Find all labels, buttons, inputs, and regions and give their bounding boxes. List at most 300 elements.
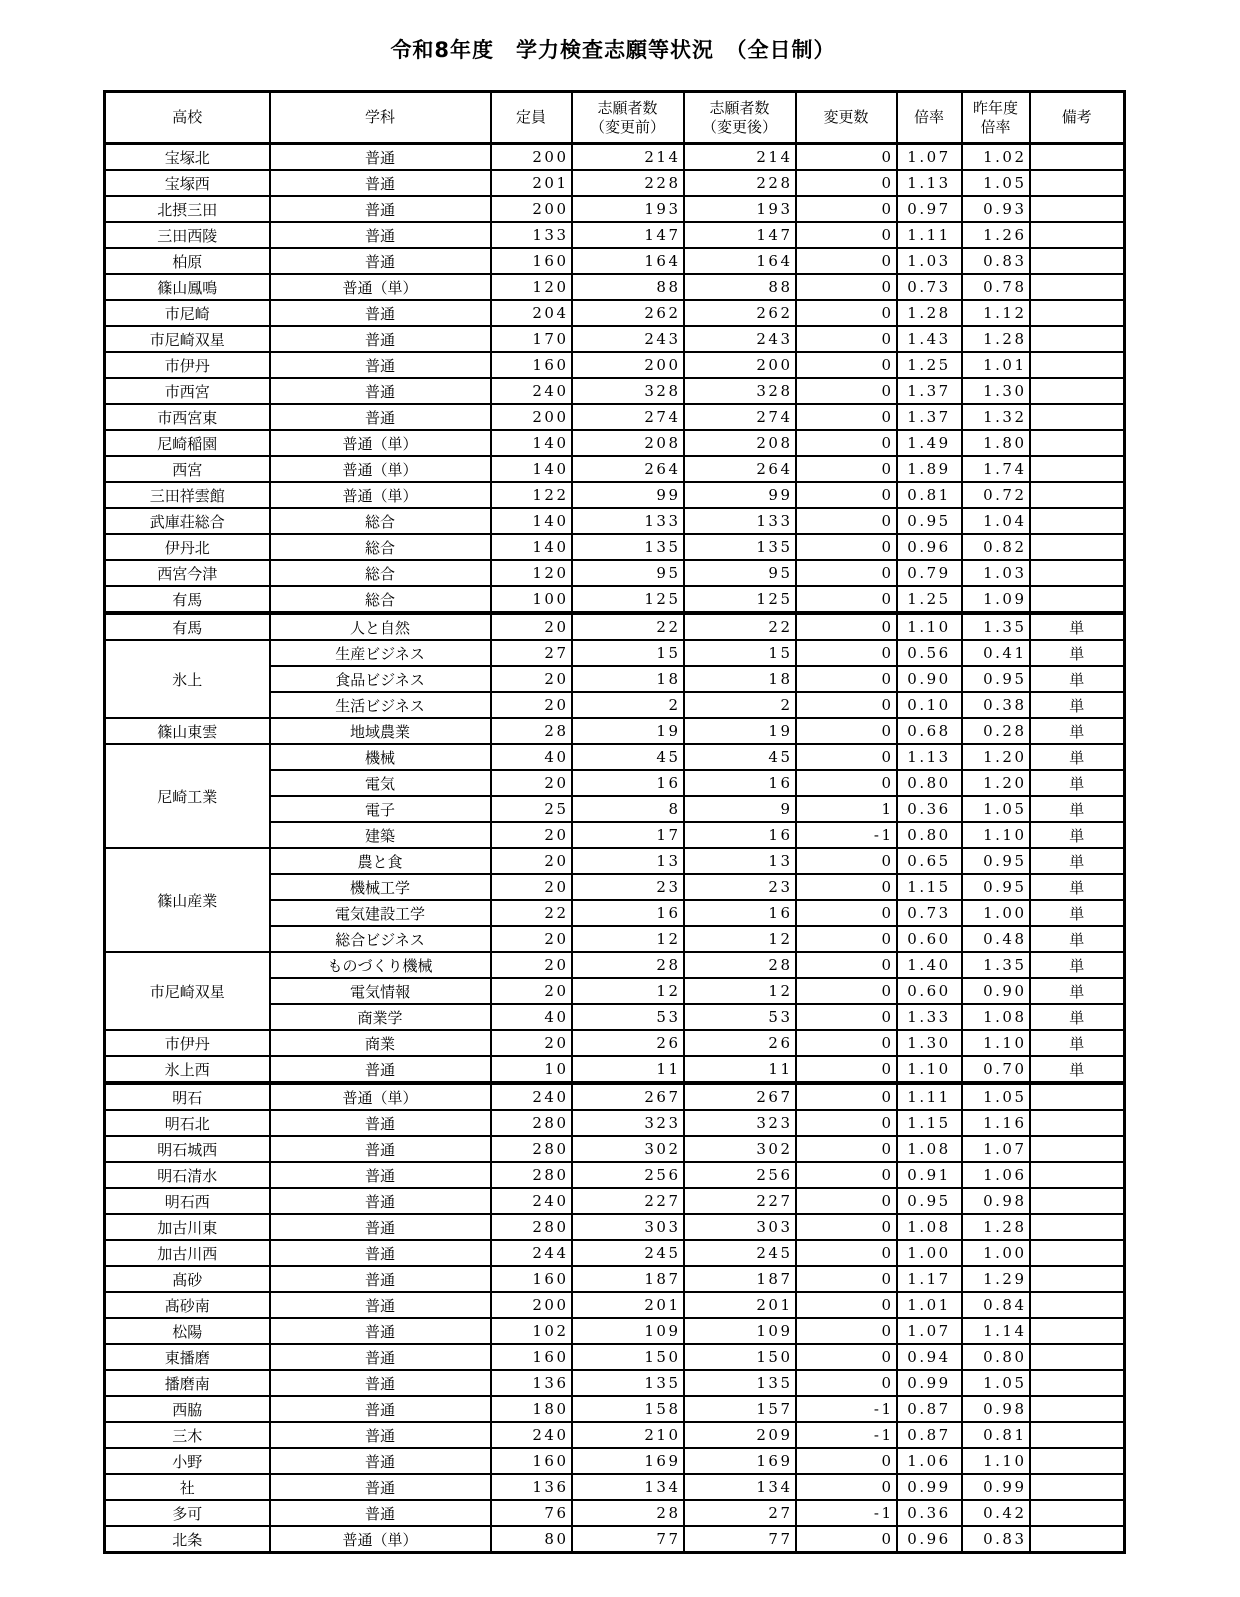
header-applicants-after <box>684 92 796 144</box>
prev-ratio-cell: 1.02 <box>962 144 1030 171</box>
applicants-before-cell: 210 <box>572 1422 684 1448</box>
table-row <box>105 640 1125 666</box>
school-cell: 社 <box>105 1474 270 1500</box>
applicants-before-cell: 228 <box>572 170 684 196</box>
applicants-after-cell: 303 <box>684 1214 796 1240</box>
school-cell: 市尼崎双星 <box>105 326 270 352</box>
applicants-after-cell: 227 <box>684 1188 796 1214</box>
header-applicants-after-line2: （変更後） <box>701 117 777 136</box>
department-cell: 普通（単） <box>270 1083 491 1110</box>
capacity-cell: 20 <box>491 874 572 900</box>
department-cell: 普通（単） <box>270 274 491 300</box>
department-cell: 普通 <box>270 1056 491 1083</box>
ratio-cell: 0.73 <box>897 274 962 300</box>
ratio-cell: 1.89 <box>897 456 962 482</box>
ratio-cell: 1.37 <box>897 378 962 404</box>
remarks-cell <box>1030 144 1125 171</box>
applicants-before-cell: 2 <box>572 692 684 718</box>
change-cell: 0 <box>796 508 897 534</box>
prev-ratio-cell: 0.95 <box>962 874 1030 900</box>
capacity-cell: 140 <box>491 534 572 560</box>
page-title: 令和8年度 学力検査志願等状況 （全日制） <box>390 38 836 62</box>
applicants-after-cell: 22 <box>684 613 796 640</box>
ratio-cell: 1.03 <box>897 248 962 274</box>
applicants-before-cell: 28 <box>572 1500 684 1526</box>
remarks-cell: 単 <box>1030 718 1125 744</box>
remarks-cell: 単 <box>1030 744 1125 770</box>
prev-ratio-cell: 1.28 <box>962 326 1030 352</box>
school-cell: 氷上 <box>105 640 270 718</box>
change-cell: 0 <box>796 586 897 613</box>
remarks-cell <box>1030 1162 1125 1188</box>
applicants-before-cell: 19 <box>572 718 684 744</box>
applicants-before-cell: 208 <box>572 430 684 456</box>
capacity-cell: 140 <box>491 456 572 482</box>
change-cell: 0 <box>796 430 897 456</box>
applicants-before-cell: 201 <box>572 1292 684 1318</box>
applicants-before-cell: 303 <box>572 1214 684 1240</box>
department-cell: 普通 <box>270 300 491 326</box>
table-row <box>105 1214 1125 1240</box>
department-cell: 普通 <box>270 144 491 171</box>
change-cell: 0 <box>796 456 897 482</box>
remarks-cell <box>1030 1318 1125 1344</box>
applicants-before-cell: 187 <box>572 1266 684 1292</box>
remarks-cell <box>1030 456 1125 482</box>
remarks-cell: 単 <box>1030 952 1125 978</box>
school-cell: 加古川西 <box>105 1240 270 1266</box>
capacity-cell: 20 <box>491 613 572 640</box>
school-cell: 尼崎稲園 <box>105 430 270 456</box>
capacity-cell: 20 <box>491 978 572 1004</box>
remarks-cell <box>1030 586 1125 613</box>
change-cell: 0 <box>796 1344 897 1370</box>
change-cell: 0 <box>796 770 897 796</box>
capacity-cell: 200 <box>491 196 572 222</box>
prev-ratio-cell: 0.41 <box>962 640 1030 666</box>
department-cell: 普通（単） <box>270 1526 491 1553</box>
table-row <box>105 326 1125 352</box>
department-cell: 普通 <box>270 1162 491 1188</box>
applicants-after-cell: 200 <box>684 352 796 378</box>
applicants-after-cell: 16 <box>684 900 796 926</box>
ratio-cell: 0.95 <box>897 1188 962 1214</box>
applicants-before-cell: 164 <box>572 248 684 274</box>
capacity-cell: 122 <box>491 482 572 508</box>
applicants-before-cell: 16 <box>572 900 684 926</box>
change-cell: 0 <box>796 144 897 171</box>
change-cell: 0 <box>796 1056 897 1083</box>
ratio-cell: 0.94 <box>897 1344 962 1370</box>
applicants-after-cell: 12 <box>684 926 796 952</box>
school-cell: 西脇 <box>105 1396 270 1422</box>
applicants-before-cell: 302 <box>572 1136 684 1162</box>
ratio-cell: 0.73 <box>897 900 962 926</box>
change-cell: 0 <box>796 560 897 586</box>
applicants-after-cell: 328 <box>684 378 796 404</box>
applicants-before-cell: 274 <box>572 404 684 430</box>
table-row <box>105 196 1125 222</box>
table-row <box>105 1136 1125 1162</box>
ratio-cell: 0.87 <box>897 1422 962 1448</box>
capacity-cell: 40 <box>491 744 572 770</box>
school-cell: 宝塚西 <box>105 170 270 196</box>
school-cell: 篠山鳳鳴 <box>105 274 270 300</box>
remarks-cell <box>1030 274 1125 300</box>
applicants-after-cell: 88 <box>684 274 796 300</box>
school-cell: 髙砂南 <box>105 1292 270 1318</box>
applicants-after-cell: 264 <box>684 456 796 482</box>
change-cell: 0 <box>796 1370 897 1396</box>
table-row <box>105 1056 1125 1083</box>
school-cell: 市西宮 <box>105 378 270 404</box>
remarks-cell <box>1030 1188 1125 1214</box>
change-cell: 0 <box>796 1110 897 1136</box>
department-cell: 電子 <box>270 796 491 822</box>
prev-ratio-cell: 1.32 <box>962 404 1030 430</box>
school-cell: 氷上西 <box>105 1056 270 1083</box>
ratio-cell: 1.17 <box>897 1266 962 1292</box>
applicants-after-cell: 209 <box>684 1422 796 1448</box>
prev-ratio-cell: 1.35 <box>962 952 1030 978</box>
change-cell: 0 <box>796 1266 897 1292</box>
department-cell: 普通 <box>270 1136 491 1162</box>
applicants-before-cell: 8 <box>572 796 684 822</box>
capacity-cell: 280 <box>491 1110 572 1136</box>
table-row <box>105 1083 1125 1110</box>
table-row <box>105 1370 1125 1396</box>
school-cell: 尼崎工業 <box>105 744 270 848</box>
applicants-after-cell: 245 <box>684 1240 796 1266</box>
capacity-cell: 40 <box>491 1004 572 1030</box>
department-cell: 建築 <box>270 822 491 848</box>
table-row <box>105 586 1125 613</box>
school-cell: 多可 <box>105 1500 270 1526</box>
table-row <box>105 300 1125 326</box>
prev-ratio-cell: 0.70 <box>962 1056 1030 1083</box>
capacity-cell: 200 <box>491 144 572 171</box>
prev-ratio-cell: 0.82 <box>962 534 1030 560</box>
prev-ratio-cell: 1.20 <box>962 744 1030 770</box>
school-cell: 三木 <box>105 1422 270 1448</box>
capacity-cell: 140 <box>491 508 572 534</box>
applicants-after-cell: 11 <box>684 1056 796 1083</box>
applicants-before-cell: 22 <box>572 613 684 640</box>
prev-ratio-cell: 0.93 <box>962 196 1030 222</box>
school-cell: 小野 <box>105 1448 270 1474</box>
school-cell: 西宮今津 <box>105 560 270 586</box>
table-row <box>105 1292 1125 1318</box>
ratio-cell: 1.08 <box>897 1214 962 1240</box>
department-cell: 普通 <box>270 1214 491 1240</box>
table-row <box>105 1162 1125 1188</box>
applicants-before-cell: 158 <box>572 1396 684 1422</box>
header-prev-ratio-line1: 昨年度 <box>972 98 1018 117</box>
capacity-cell: 28 <box>491 718 572 744</box>
change-cell: 0 <box>796 1136 897 1162</box>
prev-ratio-cell: 0.42 <box>962 1500 1030 1526</box>
change-cell: -1 <box>796 822 897 848</box>
change-cell: 1 <box>796 796 897 822</box>
applicants-after-cell: 267 <box>684 1083 796 1110</box>
applicants-after-cell: 23 <box>684 874 796 900</box>
applicants-before-cell: 150 <box>572 1344 684 1370</box>
table-row <box>105 718 1125 744</box>
applicants-after-cell: 169 <box>684 1448 796 1474</box>
applicants-before-cell: 133 <box>572 508 684 534</box>
department-cell: 普通 <box>270 1110 491 1136</box>
header-change: 変更数 <box>796 92 897 144</box>
change-cell: 0 <box>796 718 897 744</box>
table-row <box>105 1344 1125 1370</box>
table-row <box>105 1448 1125 1474</box>
applicants-before-cell: 95 <box>572 560 684 586</box>
department-cell: 電気建設工学 <box>270 900 491 926</box>
prev-ratio-cell: 0.81 <box>962 1422 1030 1448</box>
school-cell: 明石北 <box>105 1110 270 1136</box>
applicants-before-cell: 135 <box>572 534 684 560</box>
capacity-cell: 76 <box>491 1500 572 1526</box>
ratio-cell: 1.11 <box>897 222 962 248</box>
remarks-cell: 単 <box>1030 822 1125 848</box>
ratio-cell: 0.87 <box>897 1396 962 1422</box>
change-cell: 0 <box>796 1030 897 1056</box>
department-cell: 普通（単） <box>270 456 491 482</box>
prev-ratio-cell: 1.09 <box>962 586 1030 613</box>
remarks-cell <box>1030 1292 1125 1318</box>
remarks-cell <box>1030 352 1125 378</box>
prev-ratio-cell: 1.05 <box>962 1370 1030 1396</box>
change-cell: 0 <box>796 1448 897 1474</box>
applicants-after-cell: 256 <box>684 1162 796 1188</box>
remarks-cell <box>1030 1214 1125 1240</box>
prev-ratio-cell: 1.10 <box>962 1030 1030 1056</box>
applicants-after-cell: 15 <box>684 640 796 666</box>
department-cell: 商業 <box>270 1030 491 1056</box>
applicants-after-cell: 27 <box>684 1500 796 1526</box>
ratio-cell: 0.96 <box>897 1526 962 1553</box>
capacity-cell: 136 <box>491 1474 572 1500</box>
ratio-cell: 0.99 <box>897 1474 962 1500</box>
school-cell: 三田祥雲館 <box>105 482 270 508</box>
remarks-cell: 単 <box>1030 666 1125 692</box>
applicants-after-cell: 77 <box>684 1526 796 1553</box>
ratio-cell: 0.90 <box>897 666 962 692</box>
prev-ratio-cell: 0.72 <box>962 482 1030 508</box>
department-cell: 機械 <box>270 744 491 770</box>
capacity-cell: 240 <box>491 378 572 404</box>
capacity-cell: 240 <box>491 1422 572 1448</box>
capacity-cell: 20 <box>491 770 572 796</box>
remarks-cell <box>1030 1083 1125 1110</box>
department-cell: 総合 <box>270 586 491 613</box>
school-cell: 明石 <box>105 1083 270 1110</box>
department-cell: 農と食 <box>270 848 491 874</box>
school-cell: 東播磨 <box>105 1344 270 1370</box>
applicants-before-cell: 53 <box>572 1004 684 1030</box>
department-cell: 普通 <box>270 1344 491 1370</box>
change-cell: -1 <box>796 1396 897 1422</box>
capacity-cell: 240 <box>491 1083 572 1110</box>
prev-ratio-cell: 1.04 <box>962 508 1030 534</box>
ratio-cell: 1.13 <box>897 744 962 770</box>
change-cell: 0 <box>796 640 897 666</box>
applicants-after-cell: 109 <box>684 1318 796 1344</box>
applicants-after-cell: 16 <box>684 822 796 848</box>
capacity-cell: 20 <box>491 692 572 718</box>
school-cell: 明石城西 <box>105 1136 270 1162</box>
remarks-cell <box>1030 170 1125 196</box>
change-cell: 0 <box>796 744 897 770</box>
department-cell: 普通 <box>270 378 491 404</box>
table-row <box>105 456 1125 482</box>
department-cell: 普通 <box>270 222 491 248</box>
applicants-before-cell: 256 <box>572 1162 684 1188</box>
prev-ratio-cell: 0.78 <box>962 274 1030 300</box>
remarks-cell: 単 <box>1030 613 1125 640</box>
prev-ratio-cell: 1.12 <box>962 300 1030 326</box>
capacity-cell: 102 <box>491 1318 572 1344</box>
ratio-cell: 0.68 <box>897 718 962 744</box>
applicants-after-cell: 12 <box>684 978 796 1004</box>
department-cell: ものづくり機械 <box>270 952 491 978</box>
capacity-cell: 120 <box>491 274 572 300</box>
capacity-cell: 100 <box>491 586 572 613</box>
header-applicants-after-line1: 志願者数 <box>709 98 770 117</box>
change-cell: -1 <box>796 1500 897 1526</box>
table-row <box>105 430 1125 456</box>
applicants-after-cell: 16 <box>684 770 796 796</box>
header-remarks: 備考 <box>1030 92 1125 144</box>
applicants-after-cell: 274 <box>684 404 796 430</box>
remarks-cell <box>1030 1500 1125 1526</box>
capacity-cell: 22 <box>491 900 572 926</box>
capacity-cell: 280 <box>491 1162 572 1188</box>
table-row <box>105 222 1125 248</box>
change-cell: 0 <box>796 1292 897 1318</box>
applicants-after-cell: 262 <box>684 300 796 326</box>
remarks-cell <box>1030 1448 1125 1474</box>
applicants-after-cell: 135 <box>684 534 796 560</box>
department-cell: 普通 <box>270 1292 491 1318</box>
ratio-cell: 0.91 <box>897 1162 962 1188</box>
applicants-after-cell: 95 <box>684 560 796 586</box>
capacity-cell: 200 <box>491 1292 572 1318</box>
department-cell: 生活ビジネス <box>270 692 491 718</box>
school-cell: 明石清水 <box>105 1162 270 1188</box>
capacity-cell: 133 <box>491 222 572 248</box>
department-cell: 普通 <box>270 1240 491 1266</box>
department-cell: 普通 <box>270 1188 491 1214</box>
table-row <box>105 1240 1125 1266</box>
applicants-after-cell: 147 <box>684 222 796 248</box>
department-cell: 食品ビジネス <box>270 666 491 692</box>
applicants-after-cell: 45 <box>684 744 796 770</box>
capacity-cell: 160 <box>491 1448 572 1474</box>
change-cell: 0 <box>796 692 897 718</box>
ratio-cell: 0.80 <box>897 822 962 848</box>
header-applicants-before-line1: 志願者数 <box>597 98 658 117</box>
ratio-cell: 1.25 <box>897 586 962 613</box>
ratio-cell: 0.65 <box>897 848 962 874</box>
change-cell: 0 <box>796 300 897 326</box>
school-cell: 篠山産業 <box>105 848 270 952</box>
ratio-cell: 1.08 <box>897 1136 962 1162</box>
applicants-after-cell: 157 <box>684 1396 796 1422</box>
remarks-cell <box>1030 1240 1125 1266</box>
applicants-after-cell: 214 <box>684 144 796 171</box>
capacity-cell: 240 <box>491 1188 572 1214</box>
school-cell: 三田西陵 <box>105 222 270 248</box>
table-row <box>105 170 1125 196</box>
department-cell: 総合ビジネス <box>270 926 491 952</box>
applicants-before-cell: 134 <box>572 1474 684 1500</box>
change-cell: 0 <box>796 378 897 404</box>
header-applicants-before <box>572 92 684 144</box>
change-cell: 0 <box>796 352 897 378</box>
capacity-cell: 160 <box>491 248 572 274</box>
capacity-cell: 280 <box>491 1214 572 1240</box>
prev-ratio-cell: 0.80 <box>962 1344 1030 1370</box>
capacity-cell: 200 <box>491 404 572 430</box>
capacity-cell: 160 <box>491 1344 572 1370</box>
header-department: 学科 <box>270 92 491 144</box>
header-capacity: 定員 <box>491 92 572 144</box>
department-cell: 総合 <box>270 508 491 534</box>
applicants-after-cell: 243 <box>684 326 796 352</box>
prev-ratio-cell: 1.26 <box>962 222 1030 248</box>
department-cell: 地域農業 <box>270 718 491 744</box>
department-cell: 普通 <box>270 404 491 430</box>
capacity-cell: 170 <box>491 326 572 352</box>
capacity-cell: 280 <box>491 1136 572 1162</box>
applicants-after-cell: 150 <box>684 1344 796 1370</box>
applicants-after-cell: 9 <box>684 796 796 822</box>
school-cell: 宝塚北 <box>105 144 270 171</box>
applicants-after-cell: 134 <box>684 1474 796 1500</box>
applicants-after-cell: 18 <box>684 666 796 692</box>
capacity-cell: 80 <box>491 1526 572 1553</box>
capacity-cell: 160 <box>491 1266 572 1292</box>
remarks-cell: 単 <box>1030 926 1125 952</box>
ratio-cell: 1.15 <box>897 1110 962 1136</box>
department-cell: 電気情報 <box>270 978 491 1004</box>
ratio-cell: 0.95 <box>897 508 962 534</box>
department-cell: 普通 <box>270 1266 491 1292</box>
applicants-before-cell: 264 <box>572 456 684 482</box>
remarks-cell <box>1030 1422 1125 1448</box>
ratio-cell: 1.07 <box>897 1318 962 1344</box>
ratio-cell: 1.33 <box>897 1004 962 1030</box>
school-cell: 北条 <box>105 1526 270 1553</box>
table-row <box>105 1474 1125 1500</box>
change-cell: 0 <box>796 274 897 300</box>
table-row <box>105 1110 1125 1136</box>
remarks-cell <box>1030 300 1125 326</box>
prev-ratio-cell: 0.90 <box>962 978 1030 1004</box>
ratio-cell: 0.10 <box>897 692 962 718</box>
prev-ratio-cell: 1.20 <box>962 770 1030 796</box>
change-cell: 0 <box>796 900 897 926</box>
change-cell: 0 <box>796 1318 897 1344</box>
department-cell: 普通 <box>270 1370 491 1396</box>
prev-ratio-cell: 0.84 <box>962 1292 1030 1318</box>
prev-ratio-cell: 1.05 <box>962 1083 1030 1110</box>
remarks-cell <box>1030 560 1125 586</box>
change-cell: 0 <box>796 1083 897 1110</box>
change-cell: 0 <box>796 1526 897 1553</box>
change-cell: 0 <box>796 1214 897 1240</box>
